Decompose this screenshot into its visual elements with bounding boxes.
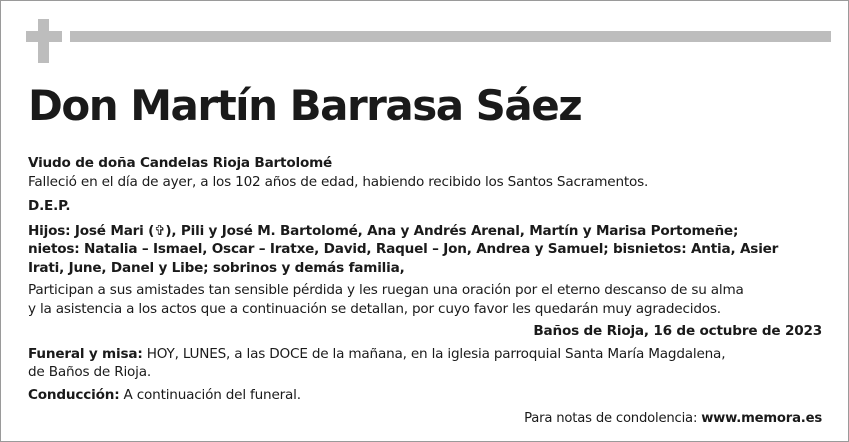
deceased-cross-icon: ✞: [154, 222, 166, 239]
children-line: [28, 222, 822, 241]
conduccion-label: Conducción:: [28, 386, 120, 403]
funeral-line-2: de Baños de Rioja.: [28, 364, 151, 380]
cross-icon: [26, 19, 62, 63]
relatives-line: Irati, June, Danel y Libe; sobrinos y demás familia,: [28, 259, 405, 276]
funeral-block: [28, 345, 822, 382]
funeral-text: HOY, LUNES, a las DOCE de la mañana, en la iglesia parroquial Santa María Magdalena,: [142, 345, 726, 362]
place-date: Baños de Rioja, 16 de octubre de 2023: [533, 323, 822, 339]
children-text-a: José Mari (: [74, 222, 155, 239]
rip-line: D.E.P.: [28, 198, 71, 214]
death-notice: Falleció en el día de ayer, a los 102 años de edad, habiendo recibido los Santos Sacramentos.: [28, 173, 649, 190]
children-text-b: ), Pili y José M. Bartolomé, Ana y Andrés Arenal, Martín y Marisa Portomeñe;: [165, 222, 739, 239]
family-block: [28, 222, 822, 278]
condolence-site-link[interactable]: www.memora.es: [701, 411, 822, 426]
deceased-name: Don Martín Barrasa Sáez: [28, 81, 582, 130]
grandchildren-line: nietos: Natalia – Ismael, Oscar – Iratxe, David, Raquel – Jon, Andrea y Samuel; bisnietos: Antia, Asier: [28, 241, 779, 257]
condolence-footer: [524, 411, 822, 426]
announcement-block: [28, 281, 822, 318]
conduccion-line: [28, 386, 822, 405]
widower-line: Viudo de doña Candelas Rioja Bartolomé: [28, 155, 333, 171]
announcement-line-2: y la asistencia a los actos que a continuación se detallan, por cuyo favor les quedarán muy agradecidos.: [28, 300, 721, 317]
announcement-line-1: Participan a sus amistades tan sensible pérdida y les ruegan una oración por el eterno descanso de su alma: [28, 282, 744, 298]
conduccion-text: A continuación del funeral.: [119, 386, 301, 403]
children-label: Hijos:: [28, 222, 71, 239]
funeral-line-1: [28, 345, 822, 364]
condolence-prefix: Para notas de condolencia:: [524, 411, 702, 426]
header-rule: [70, 31, 831, 42]
funeral-label: Funeral y misa:: [28, 345, 143, 362]
obituary-body: [28, 154, 822, 404]
